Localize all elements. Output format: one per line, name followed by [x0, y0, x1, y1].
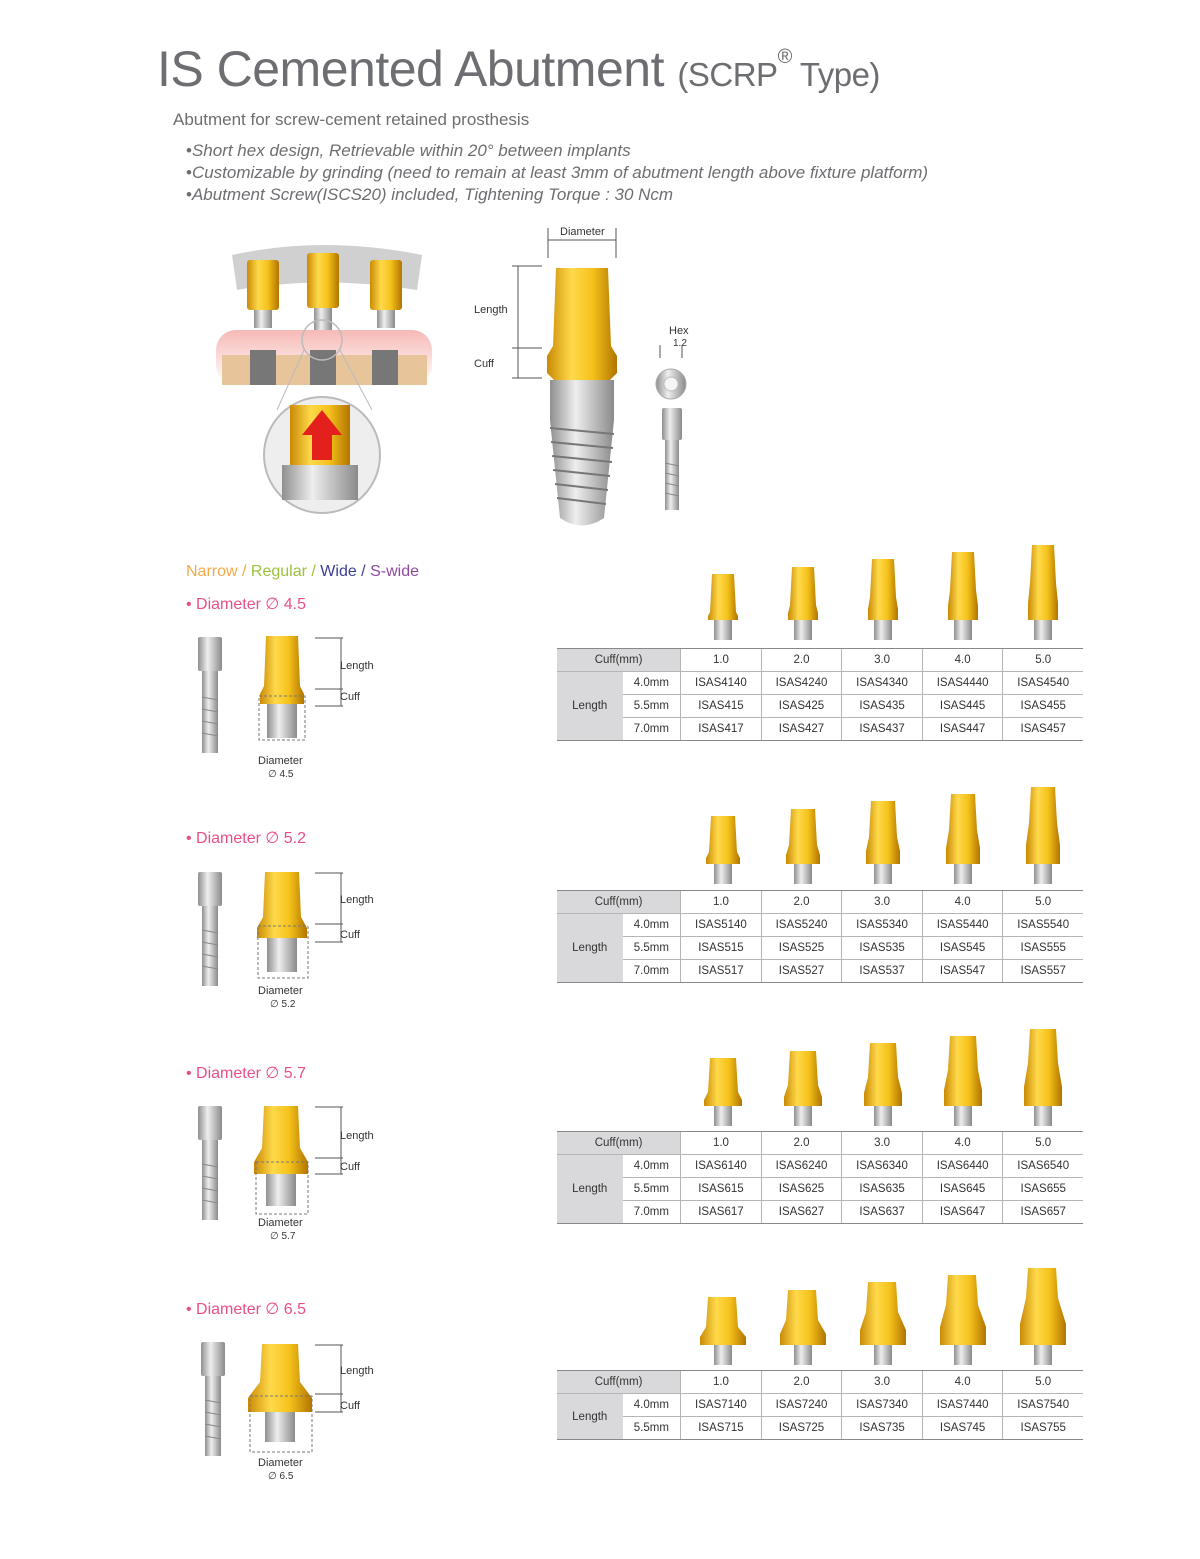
cuff-value: 3.0: [842, 891, 923, 914]
length-label: Length: [340, 1365, 374, 1377]
product-code: ISAS755: [1003, 1417, 1083, 1440]
product-code: ISAS5340: [842, 914, 923, 937]
length-label: Length: [474, 304, 508, 316]
cuff-header: Cuff(mm): [557, 649, 681, 672]
cuff-label: Cuff: [340, 929, 360, 941]
product-code: ISAS4140: [681, 672, 762, 695]
table-header-row: [557, 649, 1083, 672]
spec-table-4-5: [557, 648, 1083, 741]
table-header-row: [557, 891, 1083, 914]
feature-item: • Customizable by grinding (need to remain at least 3mm of abutment length above fixture platform): [186, 162, 928, 184]
cuff-value: 1.0: [681, 1132, 762, 1155]
table-row: [557, 1155, 1083, 1178]
legend-separator: /: [356, 563, 371, 580]
cuff-value: 1.0: [681, 1371, 762, 1394]
diameter-value: ∅ 4.5: [268, 769, 294, 780]
product-code: ISAS555: [1003, 937, 1083, 960]
length-label: Length: [340, 894, 374, 906]
diameter-label: Diameter: [258, 985, 303, 997]
length-value: 7.0mm: [623, 1201, 681, 1224]
product-code: ISAS635: [842, 1178, 923, 1201]
product-code: ISAS4240: [761, 672, 842, 695]
product-code: ISAS517: [681, 960, 762, 983]
product-code: ISAS647: [922, 1201, 1003, 1224]
product-code: ISAS545: [922, 937, 1003, 960]
diameter-value: ∅ 6.5: [268, 1471, 294, 1482]
abutment-implant-illustration: [490, 228, 710, 533]
section-title-5-2: • Diameter ∅ 5.2: [186, 830, 307, 847]
product-code: ISAS615: [681, 1178, 762, 1201]
product-code: ISAS437: [842, 718, 923, 741]
table-row: [557, 1178, 1083, 1201]
abutment-variants-6-5: [690, 1267, 1080, 1367]
screw-icon: [195, 637, 225, 755]
cuff-value: 2.0: [761, 1132, 842, 1155]
product-code: ISAS7540: [1003, 1394, 1083, 1417]
legend-wide: Wide: [320, 563, 357, 580]
abutment-profile-6-5: [248, 1344, 318, 1454]
product-code: ISAS427: [761, 718, 842, 741]
product-code: ISAS515: [681, 937, 762, 960]
product-code: ISAS417: [681, 718, 762, 741]
legend-separator: /: [306, 563, 321, 580]
cuff-value: 3.0: [842, 1132, 923, 1155]
product-code: ISAS425: [761, 695, 842, 718]
section-title-5-7: • Diameter ∅ 5.7: [186, 1065, 307, 1082]
cuff-value: 5.0: [1003, 1132, 1083, 1155]
product-code: ISAS4440: [922, 672, 1003, 695]
product-code: ISAS6140: [681, 1155, 762, 1178]
hex-value: 1.2: [673, 338, 687, 349]
abutment-profile-5-2: [255, 872, 315, 982]
screw-icon: [195, 872, 225, 990]
table-row: [557, 718, 1083, 741]
length-value: 5.5mm: [623, 1417, 681, 1440]
product-code: ISAS657: [1003, 1201, 1083, 1224]
cuff-value: 2.0: [761, 649, 842, 672]
product-code: ISAS625: [761, 1178, 842, 1201]
title-sub: [677, 46, 880, 93]
cuff-header: Cuff(mm): [557, 1371, 681, 1394]
table-row: [557, 672, 1083, 695]
product-code: ISAS7240: [761, 1394, 842, 1417]
cuff-header: Cuff(mm): [557, 891, 681, 914]
cuff-label: Cuff: [340, 1161, 360, 1173]
section-title-4-5: • Diameter ∅ 4.5: [186, 596, 307, 613]
cuff-value: 2.0: [761, 891, 842, 914]
table-header-row: [557, 1132, 1083, 1155]
cuff-value: 5.0: [1003, 1371, 1083, 1394]
diameter-value: ∅ 5.7: [270, 1231, 296, 1242]
product-code: ISAS547: [922, 960, 1003, 983]
product-code: ISAS525: [761, 937, 842, 960]
table-row: [557, 1417, 1083, 1440]
diameter-label: Diameter: [258, 1217, 303, 1229]
length-value: 5.5mm: [623, 937, 681, 960]
table-row: [557, 937, 1083, 960]
cuff-value: 4.0: [922, 891, 1003, 914]
abutment-variants-5-7: [690, 1028, 1080, 1128]
feature-item: • Abutment Screw(ISCS20) included, Tightening Torque : 30 Ncm: [186, 184, 928, 206]
feature-list: [186, 140, 928, 206]
page-subtitle: Abutment for screw-cement retained prosthesis: [173, 110, 530, 129]
table-header-row: [557, 1371, 1083, 1394]
table-row: [557, 1394, 1083, 1417]
product-code: ISAS617: [681, 1201, 762, 1224]
abutment-profile-5-7: [252, 1106, 318, 1216]
product-code: ISAS627: [761, 1201, 842, 1224]
product-code: ISAS6340: [842, 1155, 923, 1178]
length-label: Length: [340, 1130, 374, 1142]
product-code: ISAS455: [1003, 695, 1083, 718]
table-row: [557, 695, 1083, 718]
bridge-illustration: [212, 235, 442, 525]
product-code: ISAS645: [922, 1178, 1003, 1201]
title-main: IS Cemented Abutment: [157, 41, 664, 97]
diameter-value: ∅ 5.2: [270, 999, 296, 1010]
length-value: 5.5mm: [623, 1178, 681, 1201]
hex-label: Hex: [669, 325, 689, 337]
product-code: ISAS415: [681, 695, 762, 718]
product-code: ISAS6540: [1003, 1155, 1083, 1178]
length-row-label: Length: [557, 1155, 623, 1224]
product-code: ISAS6440: [922, 1155, 1003, 1178]
page-title: [157, 40, 880, 98]
cuff-value: 5.0: [1003, 649, 1083, 672]
product-code: ISAS535: [842, 937, 923, 960]
title-sub-text-2: Type): [791, 56, 880, 93]
cuff-label: Cuff: [340, 1400, 360, 1412]
table-row: [557, 914, 1083, 937]
legend-separator: /: [237, 563, 251, 580]
table-row: [557, 960, 1083, 983]
product-code: ISAS745: [922, 1417, 1003, 1440]
length-value: 4.0mm: [623, 1155, 681, 1178]
length-value: 7.0mm: [623, 718, 681, 741]
product-code: ISAS557: [1003, 960, 1083, 983]
cuff-label: Cuff: [340, 691, 360, 703]
length-value: 5.5mm: [623, 695, 681, 718]
product-code: ISAS735: [842, 1417, 923, 1440]
cuff-value: 5.0: [1003, 891, 1083, 914]
spec-table-5-7: [557, 1131, 1083, 1224]
product-code: ISAS457: [1003, 718, 1083, 741]
cuff-value: 4.0: [922, 1371, 1003, 1394]
product-code: ISAS4540: [1003, 672, 1083, 695]
length-label: Length: [340, 660, 374, 672]
length-value: 4.0mm: [623, 914, 681, 937]
product-code: ISAS7140: [681, 1394, 762, 1417]
cuff-value: 4.0: [922, 1132, 1003, 1155]
platform-legend: [186, 563, 419, 581]
length-value: 4.0mm: [623, 1394, 681, 1417]
product-code: ISAS725: [761, 1417, 842, 1440]
product-code: ISAS537: [842, 960, 923, 983]
length-value: 4.0mm: [623, 672, 681, 695]
abutment-profile-4-5: [255, 636, 315, 746]
product-code: ISAS7440: [922, 1394, 1003, 1417]
diameter-label: Diameter: [560, 226, 605, 238]
product-code: ISAS715: [681, 1417, 762, 1440]
spec-table-5-2: [557, 890, 1083, 983]
product-code: ISAS435: [842, 695, 923, 718]
cuff-value: 4.0: [922, 649, 1003, 672]
cuff-value: 1.0: [681, 891, 762, 914]
product-code: ISAS6240: [761, 1155, 842, 1178]
screw-icon: [195, 1106, 225, 1224]
length-row-label: Length: [557, 914, 623, 983]
cuff-value: 3.0: [842, 649, 923, 672]
cuff-header: Cuff(mm): [557, 1132, 681, 1155]
product-code: ISAS5540: [1003, 914, 1083, 937]
product-code: ISAS447: [922, 718, 1003, 741]
legend-narrow: Narrow: [186, 563, 238, 580]
product-code: ISAS5440: [922, 914, 1003, 937]
product-code: ISAS5140: [681, 914, 762, 937]
spec-table-6-5: [557, 1370, 1083, 1440]
product-code: ISAS4340: [842, 672, 923, 695]
product-code: ISAS445: [922, 695, 1003, 718]
product-code: ISAS527: [761, 960, 842, 983]
registered-mark: ®: [777, 46, 792, 68]
legend-regular: Regular: [250, 563, 307, 580]
diameter-label: Diameter: [258, 1457, 303, 1469]
product-code: ISAS5240: [761, 914, 842, 937]
table-row: [557, 1201, 1083, 1224]
product-code: ISAS7340: [842, 1394, 923, 1417]
length-row-label: Length: [557, 1394, 623, 1440]
cuff-value: 3.0: [842, 1371, 923, 1394]
section-title-6-5: • Diameter ∅ 6.5: [186, 1301, 307, 1318]
diameter-label: Diameter: [258, 755, 303, 767]
legend-swide: S-wide: [370, 563, 419, 580]
abutment-variants-4-5: [690, 544, 1080, 644]
product-code: ISAS637: [842, 1201, 923, 1224]
length-value: 7.0mm: [623, 960, 681, 983]
screw-icon: [198, 1342, 228, 1460]
cuff-label: Cuff: [474, 358, 494, 370]
product-code: ISAS655: [1003, 1178, 1083, 1201]
feature-item: • Short hex design, Retrievable within 20° between implants: [186, 140, 928, 162]
abutment-variants-5-2: [690, 786, 1080, 886]
length-row-label: Length: [557, 672, 623, 741]
cuff-value: 1.0: [681, 649, 762, 672]
title-sub-text: (SCRP: [677, 56, 778, 93]
cuff-value: 2.0: [761, 1371, 842, 1394]
